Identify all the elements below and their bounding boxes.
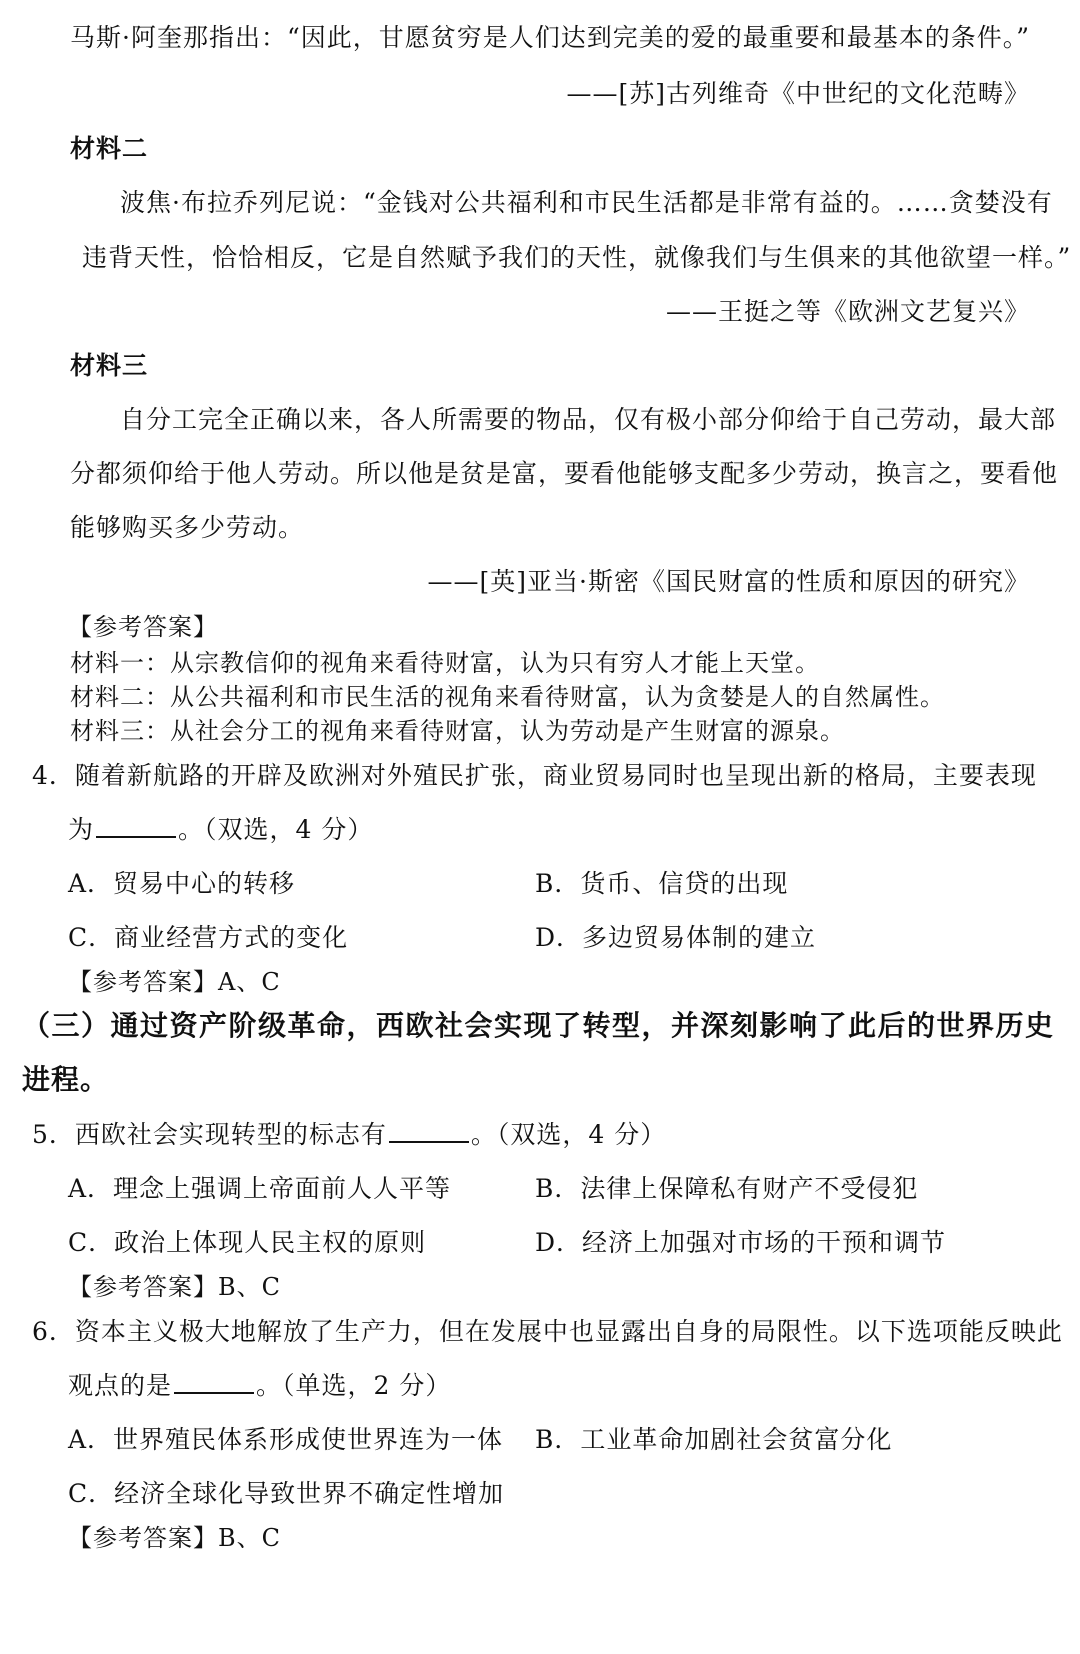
q4-stem-post: 。（双选，4 分） [178,815,374,844]
q5-option-c: C．政治上体现人民主权的原则 [68,1228,427,1257]
q6-option-c: C．经济全球化导致世界不确定性增加 [68,1479,505,1508]
material3-line2: 分都须仰给于他人劳动。所以他是贫是富，要看他能够支配多少劳动，换言之，要看他 [70,459,1059,488]
q4-answer: 【参考答案】A、C [68,968,281,996]
material1-quote: 马斯·阿奎那指出：“因此，甘愿贫穷是人们达到完美的爱的最重要和最基本的条件。” [70,23,1031,52]
material2-source: ——王挺之等《欧洲文艺复兴》 [665,297,1030,326]
q6-option-a: A．世界殖民体系形成使世界连为一体 [68,1425,504,1454]
material3-line1: 自分工完全正确以来，各人所需要的物品，仅有极小部分仰给于自己劳动，最大部 [120,405,1057,434]
q4-stem-pre: 为 [68,815,95,844]
material3-line3: 能够购买多少劳动。 [70,513,305,542]
q4-option-d: D．多边贸易体制的建立 [535,923,817,952]
q5-option-b: B．法律上保障私有财产不受侵犯 [535,1174,919,1203]
q6-stem-line2 [68,1370,451,1402]
q6-stem-post: 。（单选，2 分） [256,1371,452,1400]
material2-heading: 材料二 [70,134,149,163]
material1-source: ——[苏]古列维奇《中世纪的文化范畴》 [566,79,1030,108]
q6-answer: 【参考答案】B、C [68,1524,281,1552]
q6-answer-blank[interactable] [174,1370,254,1394]
material3-heading: 材料三 [70,351,149,380]
answer-line-2: 材料二：从公共福利和市民生活的视角来看待财富，认为贪婪是人的自然属性。 [70,683,945,711]
q5-answer-blank[interactable] [389,1119,469,1143]
answer-line-1: 材料一：从宗教信仰的视角来看待财富，认为只有穷人才能上天堂。 [70,649,820,677]
q5-answer: 【参考答案】B、C [68,1273,281,1301]
q4-option-a: A．贸易中心的转移 [68,869,296,898]
q5-option-a: A．理念上强调上帝面前人人平等 [68,1174,452,1203]
q6-stem-line1: 6．资本主义极大地解放了生产力，但在发展中也显露出自身的局限性。以下选项能反映此 [32,1317,1063,1346]
section3-heading-line1: （三）通过资产阶级革命，西欧社会实现了转型，并深刻影响了此后的世界历史 [22,1009,1055,1042]
material2-line2: 违背天性，恰恰相反，它是自然赋予我们的天性，就像我们与生俱来的其他欲望一样。” [82,243,1072,272]
section3-heading-line2: 进程。 [22,1063,110,1096]
material3-source: ——[英]亚当·斯密《国民财富的性质和原因的研究》 [427,567,1030,596]
q5-option-d: D．经济上加强对市场的干预和调节 [535,1228,947,1257]
q5-stem [32,1119,666,1151]
q5-stem-post: 。（双选，4 分） [470,1120,667,1149]
q4-stem-line1: 4．随着新航路的开辟及欧洲对外殖民扩张，商业贸易同时也呈现出新的格局，主要表现 [32,761,1037,790]
q4-answer-blank[interactable] [96,814,176,838]
answer-line-3: 材料三：从社会分工的视角来看待财富，认为劳动是产生财富的源泉。 [70,717,845,745]
q4-option-c: C．商业经营方式的变化 [68,923,349,952]
q5-stem-pre: 5．西欧社会实现转型的标志有 [32,1120,387,1149]
q4-option-b: B．货币、信贷的出现 [535,869,789,898]
material2-line1: 波焦·布拉乔列尼说：“金钱对公共福利和市民生活都是非常有益的。……贪婪没有 [120,188,1053,217]
q6-option-b: B．工业革命加剧社会贫富分化 [535,1425,893,1454]
answer-label: 【参考答案】 [68,613,218,641]
q4-stem-line2 [68,814,373,846]
q6-stem-pre: 观点的是 [68,1371,173,1400]
